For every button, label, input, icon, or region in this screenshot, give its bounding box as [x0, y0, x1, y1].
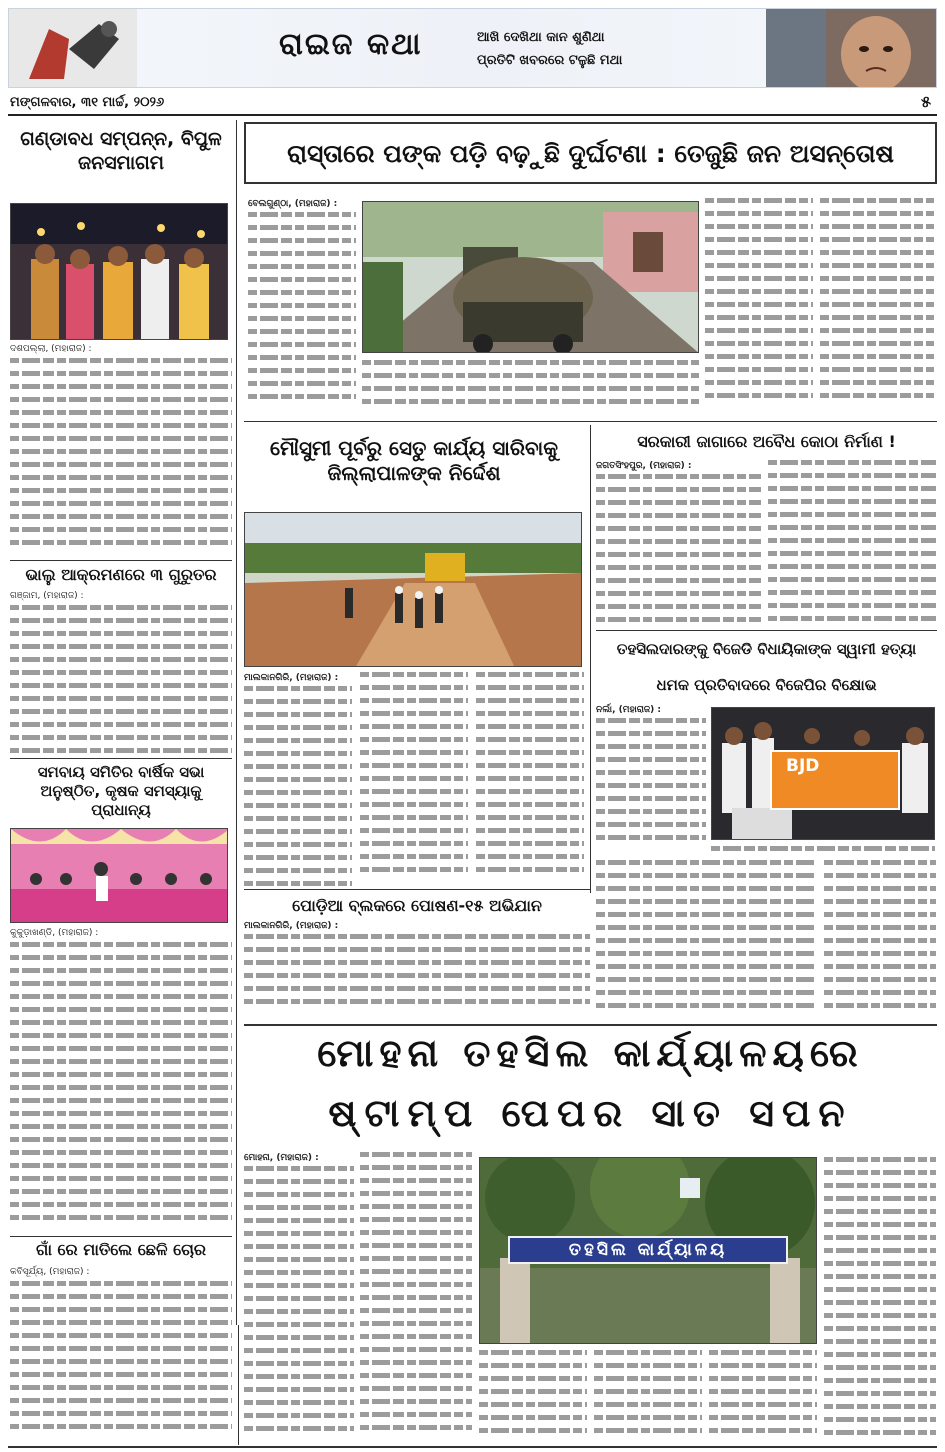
body-encroach-col-1 [596, 474, 761, 626]
headline-nutrition: ପୋଡ଼ିଆ ବ୍ଲକରେ ପୋଷଣ-୧୫ ଅଭିଯାନ [292, 896, 542, 915]
column-divider-mid [590, 425, 591, 893]
tagline-2: ପ୍ରତିଟି ଖବରରେ ଟଳୁଛି ମଥା [477, 53, 623, 68]
body-encroach-col-2 [768, 460, 936, 626]
body-bridge-col-2 [360, 672, 468, 884]
divider-left-1 [10, 560, 232, 561]
body-tahasil-col-3 [479, 1350, 587, 1442]
body-bjd-col-2 [596, 860, 816, 1020]
column-divider-left-lower [238, 1325, 239, 1445]
headline-bridge: ମୌସୁମୀ ପୂର୍ବରୁ ସେତୁ କାର୍ଯ୍ୟ ସାରିବାକୁ ଜିଲ୍ଲାପାଳଙ୍କ ନିର୍ଦ୍ଦେଶ [269, 436, 559, 485]
headline-tahasil-1: ମୋହନା ତହସିଲ କାର୍ଯ୍ୟାଳୟରେ [317, 1031, 864, 1075]
body-bjd-col-1 [596, 718, 706, 853]
divider-left-2 [10, 758, 232, 759]
dateline-left-1: ଦଶପଲ୍ଲା, (ମହାରାଜ) : [10, 344, 92, 354]
photo-ceremony [10, 203, 228, 340]
dateline-left-4: କବିସୂର୍ଯ୍ୟ, (ମହାରାଜ) : [10, 1267, 90, 1277]
headline-left-2: ଭାଲୁ ଆକ୍ରମଣରେ ୩ ଗୁରୁତର [25, 565, 217, 584]
body-lead-col-3 [705, 198, 813, 418]
body-left-4 [10, 1281, 232, 1441]
body-lead-below-photo [362, 360, 699, 415]
headline-left-4: ଗାଁ ରେ ମାତିଲେ ଛେଳି ଚୋର [36, 1240, 206, 1259]
body-tahasil-col-2 [360, 1152, 472, 1442]
column-divider-left [236, 120, 237, 1325]
page-number: ୫ [921, 92, 931, 111]
dateline: ମଙ୍ଗଳବାର, ୩୧ ମାର୍ଚ୍ଚ, ୨୦୨୬ [10, 95, 165, 110]
body-tahasil-col-4 [594, 1350, 702, 1442]
headline-left-3: ସମବାୟ ସମିତିର ବାର୍ଷିକ ସଭା ଅନୁଷ୍ଠିତ, କୃଷକ ସମସ୍ୟାକୁ ପ୍ରାଧାନ୍ୟ [37, 763, 205, 819]
headline-tahasil-2: ଷ୍ଟାମ୍ପ ପେପର ସାତ ସପନ [328, 1091, 853, 1135]
top-rule [8, 114, 937, 116]
body-left-3 [10, 942, 232, 1234]
body-bjd-below-photo [711, 846, 935, 856]
paper-name: ରାଇଜ କଥା [279, 27, 423, 62]
body-left-1 [10, 358, 232, 558]
divider-left-3 [10, 1236, 232, 1237]
photo-road-mud [362, 201, 699, 353]
headline-bjd-2: ଧମକ ପ୍ରତିବାଦରେ ବିଜେପିର ବିକ୍ଷୋଭ [656, 676, 877, 694]
bjd-banner-text: BJD [786, 756, 820, 776]
divider-tahasil [244, 1024, 937, 1026]
photo-bjd-protest [711, 707, 935, 840]
dateline-bridge: ମାଲକାନଗିରି, (ମହାରାଜ) : [244, 673, 339, 683]
masthead-left-image [9, 9, 137, 87]
dateline-encroach: ଜଗତସିଂହପୁର, (ମହାରାଜ) : [596, 461, 692, 471]
body-lead-col-4 [820, 198, 934, 418]
body-bridge-col-1 [244, 686, 352, 886]
dateline-nutrition: ମାଲକାନଗିରି, (ମହାରାଜ) : [244, 921, 339, 931]
photo-tahasil-office [479, 1157, 817, 1344]
headline-encroach: ସରକାରୀ ଜାଗାରେ ଅବୈଧ କୋଠା ନିର୍ମାଣ ! [637, 432, 896, 451]
photo-bridge-site [244, 512, 582, 667]
tagline-1: ଆଖି ଦେଖିଥା କାନ ଶୁଣିଥା [477, 30, 605, 45]
headline-left-1: ଗଣ୍ଡାବଧ ସମ୍ପନ୍ନ, ବିପୁଳ ଜନସମାଗମ [20, 128, 222, 174]
body-tahasil-col-6 [824, 1157, 936, 1442]
dateline-tahasil: ମୋହନା, (ମହାରାଜ) : [244, 1153, 319, 1163]
headline-lead: ରାସ୍ତାରେ ପଙ୍କ ପଡ଼ି ବଢ଼ୁଛି ଦୁର୍ଘଟଣା : ତେଜୁଛି ଜନ ଅସନ୍ତୋଷ [287, 139, 894, 168]
body-left-2 [10, 605, 232, 755]
body-bridge-col-3 [476, 672, 584, 884]
body-bjd-col-3 [824, 860, 936, 1020]
body-lead-col-1 [248, 212, 356, 412]
divider-lead [244, 421, 937, 422]
photo-meeting [10, 828, 228, 923]
dateline-left-3: କୁକୁଡ଼ାଖଣ୍ଡି, (ମହାରାଜ) : [10, 928, 99, 938]
divider-bridge [244, 889, 590, 890]
dateline-lead: ବେଲଗୁଣ୍ଠା, (ମହାରାଜ) : [248, 199, 338, 209]
masthead-right-image [766, 9, 936, 87]
dateline-bjd: ନର୍ଲା, (ମହାରାଜ) : [596, 705, 661, 715]
body-tahasil-col-1 [244, 1166, 354, 1442]
body-nutrition [244, 934, 590, 1016]
masthead [8, 8, 937, 88]
bottom-rule [8, 1446, 937, 1448]
headline-bjd-1: ତହସିଲଦାରଙ୍କୁ ବିଜେଡି ବିଧାୟିକାଙ୍କ ସ୍ୱାମୀ ହତ୍ୟା [616, 640, 917, 658]
dateline-left-2: ଗଞ୍ଜାମ, (ମହାରାଜ) : [10, 591, 84, 601]
divider-encroach [596, 630, 937, 631]
tahasil-sign-board: ତହସିଲ କାର୍ଯ୍ୟାଳୟ [508, 1236, 788, 1264]
bjd-protest-banner [770, 750, 900, 810]
body-tahasil-col-5 [709, 1350, 817, 1442]
